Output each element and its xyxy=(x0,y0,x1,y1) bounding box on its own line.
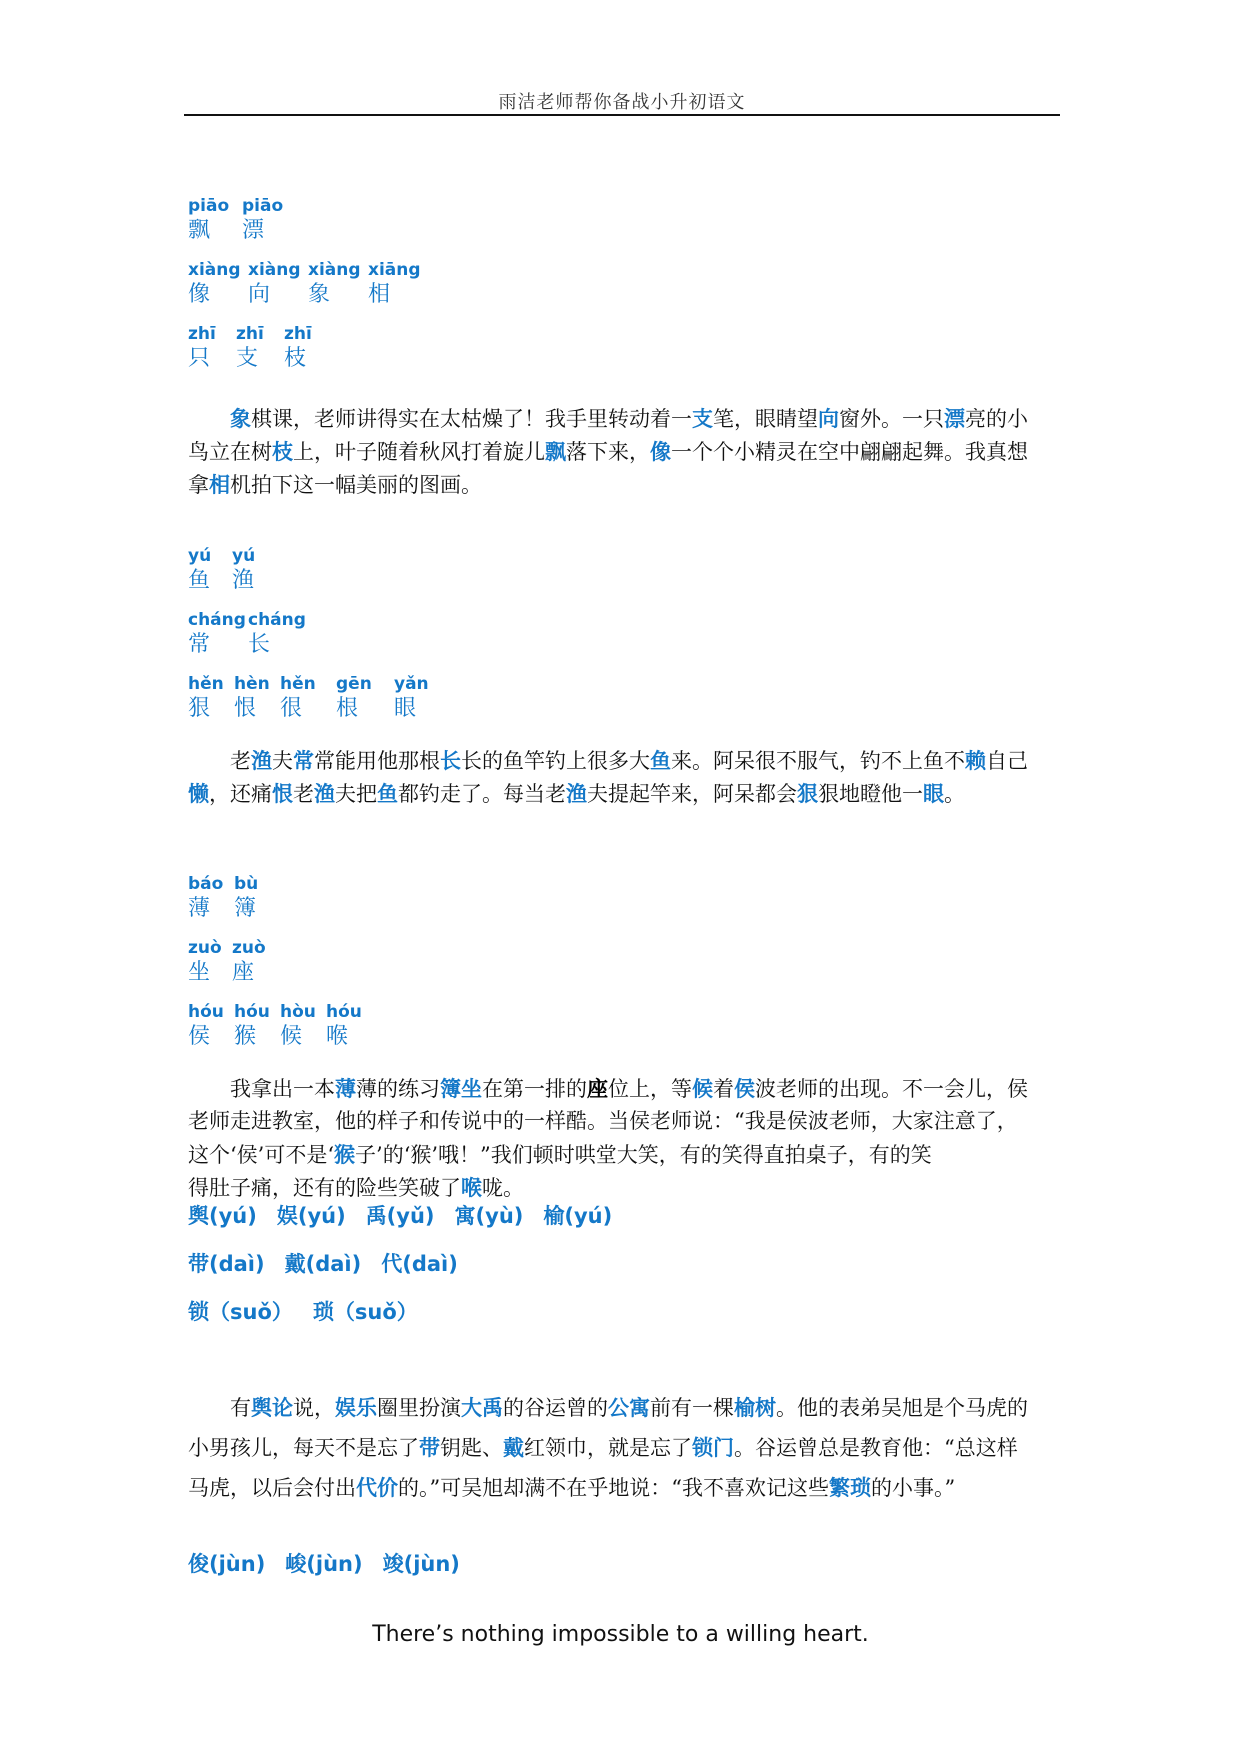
highlighted-word: 公寓 xyxy=(608,1395,650,1420)
pinyin-group xyxy=(188,546,272,598)
pinyin-word xyxy=(336,674,394,726)
example-paragraph xyxy=(188,1072,1064,1204)
pinyin-list-item: 锁（suǒ） xyxy=(188,1300,293,1324)
pinyin-list-item: 榆(yú) xyxy=(543,1204,613,1228)
text-run: 在第一排的 xyxy=(482,1077,587,1101)
example-paragraph xyxy=(188,744,1064,810)
pinyin-list-item: 寓(yù) xyxy=(454,1204,524,1228)
text-run: 亮的小 xyxy=(965,407,1028,431)
text-run: 常能用他那根 xyxy=(314,749,440,773)
hanzi-character: 渔 xyxy=(232,568,255,593)
highlighted-word: 簿坐 xyxy=(440,1076,482,1101)
text-run: 长的鱼竿钓上很多大 xyxy=(461,749,650,773)
highlighted-word: 漂 xyxy=(944,406,965,431)
paragraph-line xyxy=(188,1468,1064,1508)
pinyin-label: xiàng xyxy=(188,260,241,280)
pinyin-word xyxy=(188,874,234,926)
highlighted-word: 锁门 xyxy=(692,1435,734,1460)
hanzi-character: 侯 xyxy=(188,1024,211,1049)
highlighted-word: 眼 xyxy=(923,781,944,806)
page-header: 雨洁老师帮你备战小升初语文 xyxy=(498,92,746,113)
paragraph-line xyxy=(188,402,1064,435)
pinyin-label: cháng xyxy=(248,610,306,630)
highlighted-word: 鱼 xyxy=(650,748,671,773)
pinyin-word xyxy=(188,260,248,312)
pinyin-list-item: 娱(yú) xyxy=(276,1204,346,1228)
hanzi-character: 眼 xyxy=(394,696,417,721)
pinyin-word xyxy=(188,324,236,376)
pinyin-word xyxy=(234,1002,280,1054)
paragraph-line xyxy=(188,744,1064,777)
pinyin-label: gēn xyxy=(336,674,372,694)
hanzi-character: 漂 xyxy=(242,218,265,243)
text-run: 咙。 xyxy=(482,1176,524,1200)
highlighted-word: 常 xyxy=(293,748,314,773)
highlighted-word: 懒 xyxy=(188,781,209,806)
pinyin-list-item: 戴(daì) xyxy=(284,1252,362,1276)
pinyin-list-item: 禹(yǔ) xyxy=(365,1204,435,1228)
pinyin-word xyxy=(280,1002,326,1054)
page-footer: There’s nothing impossible to a willing heart. xyxy=(372,1622,869,1647)
pinyin-label: piāo xyxy=(242,196,284,216)
paragraph-line xyxy=(188,1138,1064,1171)
pinyin-label: hòu xyxy=(280,1002,316,1022)
text-run: 红领巾，就是忘了 xyxy=(524,1436,692,1460)
pinyin-word xyxy=(188,1002,234,1054)
pinyin-word xyxy=(188,546,232,598)
text-run: 的小事。” xyxy=(870,1476,956,1500)
hanzi-character: 长 xyxy=(248,632,271,657)
text-run: 着 xyxy=(713,1077,734,1101)
pinyin-list-item: 竣(jùn) xyxy=(382,1552,460,1576)
text-run: 位上，等 xyxy=(608,1077,692,1101)
text-run: 夫 xyxy=(272,749,293,773)
hanzi-character: 只 xyxy=(188,346,211,371)
text-run: 鸟立在树 xyxy=(188,440,272,464)
pinyin-word xyxy=(284,324,324,376)
text-run: 我拿出一本 xyxy=(230,1077,335,1101)
hanzi-character: 飘 xyxy=(188,218,211,243)
pinyin-word xyxy=(188,938,232,990)
text-run: 自己 xyxy=(986,749,1028,773)
highlighted-word: 渔 xyxy=(566,781,587,806)
hanzi-character: 候 xyxy=(280,1024,303,1049)
pinyin-label: xiàng xyxy=(248,260,301,280)
highlighted-word: 飘 xyxy=(545,439,566,464)
text-run: 夫提起竿来，阿呆都会 xyxy=(587,782,797,806)
hanzi-character: 喉 xyxy=(326,1024,349,1049)
pinyin-list xyxy=(188,1248,478,1278)
text-run: 钥匙、 xyxy=(440,1436,503,1460)
pinyin-label: hóu xyxy=(234,1002,270,1022)
hanzi-character: 很 xyxy=(280,696,303,721)
pinyin-list-item: 代(daì) xyxy=(381,1252,458,1276)
pinyin-label: hèn xyxy=(234,674,270,694)
pinyin-group xyxy=(188,938,272,990)
pinyin-word xyxy=(394,674,434,726)
pinyin-group xyxy=(188,324,324,376)
hanzi-character: 恨 xyxy=(234,696,257,721)
text-run: 窗外。一只 xyxy=(839,407,944,431)
hanzi-character: 向 xyxy=(248,282,271,307)
highlighted-word: 相 xyxy=(209,472,230,497)
text-run: 圈里扮演 xyxy=(377,1396,461,1420)
highlighted-word: 繁琐 xyxy=(828,1475,871,1500)
highlighted-word: 长 xyxy=(440,748,461,773)
pinyin-label: zuò xyxy=(188,938,222,958)
hanzi-character: 坐 xyxy=(188,960,211,985)
pinyin-word xyxy=(242,196,282,248)
highlighted-word: 鱼 xyxy=(377,781,398,806)
text-run: 的。”可吴旭却满不在乎地说：“我不喜欢记这些 xyxy=(398,1476,829,1500)
pinyin-label: piāo xyxy=(188,196,230,216)
pinyin-word xyxy=(280,674,336,726)
paragraph-line xyxy=(188,1388,1064,1428)
text-run: 一个个小精灵在空中翩翩起舞。我真想 xyxy=(671,440,1028,464)
text-run: 的谷运曾的 xyxy=(503,1396,608,1420)
pinyin-list-item: 带(daì) xyxy=(188,1252,265,1276)
pinyin-word xyxy=(188,196,242,248)
text-run: 棋课，老师讲得实在太枯燥了！我手里转动着一 xyxy=(251,407,692,431)
pinyin-word xyxy=(234,874,274,926)
text-run: 老师走进教室，他的样子和传说中的一样酷。当侯老师说：“我是侯波老师，大家注意了， xyxy=(188,1109,1018,1133)
pinyin-list xyxy=(188,1548,480,1578)
highlighted-word: 榆树 xyxy=(734,1395,776,1420)
text-run: 子’的‘猴’哦！”我们顿时哄堂大笑，有的笑得直拍桌子，有的笑 xyxy=(355,1143,932,1167)
text-run: 来。阿呆很不服气，钓不上鱼不 xyxy=(671,749,965,773)
hanzi-character: 象 xyxy=(308,282,331,307)
paragraph-line xyxy=(188,1072,1064,1105)
highlighted-word: 支 xyxy=(692,406,713,431)
highlighted-word: 喉 xyxy=(461,1175,482,1200)
highlighted-word: 戴 xyxy=(503,1435,524,1460)
text-run: 有 xyxy=(230,1396,251,1420)
text-run: 波老师的出现。不一会儿，侯 xyxy=(755,1077,1028,1101)
pinyin-word xyxy=(236,324,284,376)
pinyin-label: xiàng xyxy=(308,260,361,280)
highlighted-word: 侯 xyxy=(734,1076,755,1101)
pinyin-label: zhī xyxy=(284,324,312,344)
highlighted-word: 渔 xyxy=(314,781,335,806)
text-run: 。 xyxy=(944,782,965,806)
hanzi-character: 相 xyxy=(368,282,391,307)
pinyin-word xyxy=(248,610,306,662)
pinyin-label: bù xyxy=(234,874,259,894)
highlighted-word: 像 xyxy=(650,439,671,464)
text-run: 薄的练习 xyxy=(356,1077,440,1101)
text-run: 夫把 xyxy=(335,782,377,806)
pinyin-label: xiāng xyxy=(368,260,421,280)
pinyin-word xyxy=(326,1002,366,1054)
pinyin-group xyxy=(188,260,421,312)
pinyin-group xyxy=(188,610,306,662)
header-rule xyxy=(184,114,1060,116)
pinyin-list-item: 俊(jùn) xyxy=(188,1552,266,1576)
pinyin-label: zhī xyxy=(236,324,264,344)
pinyin-label: zuò xyxy=(232,938,266,958)
highlighted-word: 猴 xyxy=(334,1142,356,1167)
pinyin-list xyxy=(188,1296,438,1326)
text-run: 。谷运曾总是教育他：“总这样 xyxy=(734,1436,1018,1460)
pinyin-label: yǎn xyxy=(394,674,429,694)
highlighted-word: 薄 xyxy=(335,1076,356,1101)
pinyin-label: báo xyxy=(188,874,224,894)
highlighted-word: 渔 xyxy=(251,748,272,773)
pinyin-word xyxy=(234,674,280,726)
pinyin-label: yú xyxy=(232,546,256,566)
pinyin-group xyxy=(188,674,434,726)
hanzi-character: 鱼 xyxy=(188,568,211,593)
example-paragraph xyxy=(188,402,1064,501)
text-run: ，还痛 xyxy=(209,782,272,806)
hanzi-character: 常 xyxy=(188,632,211,657)
pinyin-label: hěn xyxy=(280,674,316,694)
highlighted-word: 代价 xyxy=(356,1475,398,1500)
pinyin-label: hóu xyxy=(326,1002,362,1022)
pinyin-word xyxy=(232,546,272,598)
pinyin-label: yú xyxy=(188,546,212,566)
highlighted-word: 狠 xyxy=(797,781,818,806)
highlighted-word: 娱乐 xyxy=(335,1395,377,1420)
pinyin-list-item: 峻(jùn) xyxy=(285,1552,363,1576)
highlighted-word: 赖 xyxy=(965,748,986,773)
text-run: 拿 xyxy=(188,473,209,497)
text-run: 小男孩儿，每天不是忘了 xyxy=(188,1436,419,1460)
highlighted-word: 向 xyxy=(818,406,839,431)
highlighted-word: 候 xyxy=(692,1076,713,1101)
text-run: 老 xyxy=(230,749,251,773)
paragraph-line xyxy=(188,777,1064,810)
pinyin-list-item: 舆(yú) xyxy=(188,1204,257,1228)
pinyin-list xyxy=(188,1200,632,1230)
paragraph-line xyxy=(188,1105,1064,1138)
pinyin-group xyxy=(188,874,274,926)
hanzi-character: 座 xyxy=(232,960,255,985)
highlighted-word: 大禹 xyxy=(461,1395,503,1420)
bold-word: 座 xyxy=(587,1076,608,1101)
text-run: 老 xyxy=(293,782,314,806)
pinyin-label: cháng xyxy=(188,610,246,630)
pinyin-label: zhī xyxy=(188,324,216,344)
paragraph-line xyxy=(188,1428,1064,1468)
text-run: 这个‘侯’可不是‘ xyxy=(188,1143,335,1167)
highlighted-word: 舆论 xyxy=(251,1395,293,1420)
text-run: 上，叶子随着秋风打着旋儿 xyxy=(293,440,545,464)
text-run: 前有一棵 xyxy=(650,1396,734,1420)
text-run: 狠地瞪他一 xyxy=(818,782,923,806)
highlighted-word: 带 xyxy=(419,1435,440,1460)
highlighted-word: 恨 xyxy=(272,781,293,806)
pinyin-group xyxy=(188,1002,366,1054)
pinyin-word xyxy=(188,674,234,726)
hanzi-character: 狠 xyxy=(188,696,211,721)
hanzi-character: 像 xyxy=(188,282,211,307)
pinyin-label: hóu xyxy=(188,1002,224,1022)
pinyin-word xyxy=(248,260,308,312)
pinyin-label: hěn xyxy=(188,674,224,694)
text-run: 都钓走了。每当老 xyxy=(398,782,566,806)
pinyin-word xyxy=(232,938,272,990)
highlighted-word: 象 xyxy=(230,406,251,431)
text-run: 马虎，以后会付出 xyxy=(188,1476,356,1500)
paragraph-line xyxy=(188,468,1064,501)
hanzi-character: 簿 xyxy=(234,896,257,921)
text-run: 机拍下这一幅美丽的图画。 xyxy=(230,473,482,497)
hanzi-character: 根 xyxy=(336,696,359,721)
hanzi-character: 猴 xyxy=(234,1024,257,1049)
pinyin-word xyxy=(188,610,248,662)
hanzi-character: 薄 xyxy=(188,896,211,921)
hanzi-character: 支 xyxy=(236,346,259,371)
text-run: 得肚子痛，还有的险些笑破了 xyxy=(188,1176,461,1200)
text-run: 落下来， xyxy=(566,440,650,464)
pinyin-word xyxy=(308,260,368,312)
pinyin-list-item: 琐（suǒ） xyxy=(312,1300,418,1324)
paragraph-line xyxy=(188,435,1064,468)
text-run: 。他的表弟吴旭是个马虎的 xyxy=(776,1396,1028,1420)
text-run: 说， xyxy=(293,1396,335,1420)
pinyin-group xyxy=(188,196,282,248)
hanzi-character: 枝 xyxy=(284,346,307,371)
example-paragraph xyxy=(188,1388,1064,1508)
text-run: 笔，眼睛望 xyxy=(713,407,818,431)
pinyin-word xyxy=(368,260,421,312)
highlighted-word: 枝 xyxy=(272,439,293,464)
